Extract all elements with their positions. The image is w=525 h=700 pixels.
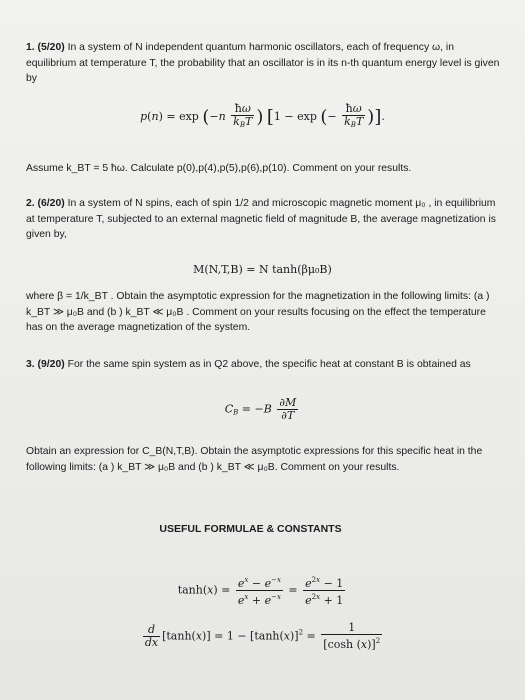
question-2 [26,196,504,243]
formulae-heading: USEFUL FORMULAE & CONSTANTS [159,523,342,535]
question-2-intro: In a system of N spins, each of spin 1/2 and microscopic magnetic moment μ₀ , in equilibrium at temperature T, subjected to an external magnetic field of magnitude B, the average magnetization is given by, [26,198,496,240]
question-1-intro: In a system of N independent quantum harmonic oscillators, each of frequency ω, in equilibrium at temperature T, the probability that an oscillator is in its n-th quantum energy level is given by [26,42,500,84]
question-3-intro: For the same spin system as in Q2 above, the specific heat at constant B is obtained as [67,359,471,370]
question-2-label: 2. (6/20) [26,198,65,209]
question-3-label: 3. (9/20) [26,359,65,370]
question-3-task: Obtain an expression for C_B(N,T,B). Obtain the asymptotic expressions for this specific heat in the following limits: (a ) k_BT ≫ μ₀B and (b ) k_BT ≪ μ₀B. Comment on your results. [26,446,483,473]
question-1-label: 1. (5/20) [26,42,65,53]
question-3-equation: $C_B = -B$ $\frac{\partial M}{\partial T}$ [224,396,297,422]
question-2-task: where β = 1/k_BT . Obtain the asymptotic expression for the magnetization in the following limits: (a ) k_BT ≫ μ₀B and (b ) k_BT ≪ μ₀B . Comment on your results focusing on the effect the temperature has on the average magnetization of the system. [26,291,490,333]
question-2-equation: M(N,T,B) = N tanh(βμ₀B) [193,263,332,276]
tanh-formula: tanh(x) = $\frac{e^x - e^{-x}}{e^x + e^{-x}}$ = $\frac{e^{2x} - 1}{e^{2x} + 1}$ [177,576,344,607]
question-1 [26,40,504,87]
question-1-equation: p(n) = exp (−n $\frac{ħ\omega}{k_BT}$ ) [1 − exp (− $\frac{ħ\omega}{k_BT}$ )]. [140,102,385,129]
question-3 [26,357,504,373]
question-1-assume: Assume k_BT = 5 ħω. Calculate p(0),p(4),p(5),p(6),p(10). Comment on your results. [26,163,412,174]
dtanh-formula: $\frac{d}{dx}$ $[\tanh(x)] = 1 - [\tanh(x)]^2$ = $\frac{1}{[\cosh (x)]^2}$ [144,621,381,651]
